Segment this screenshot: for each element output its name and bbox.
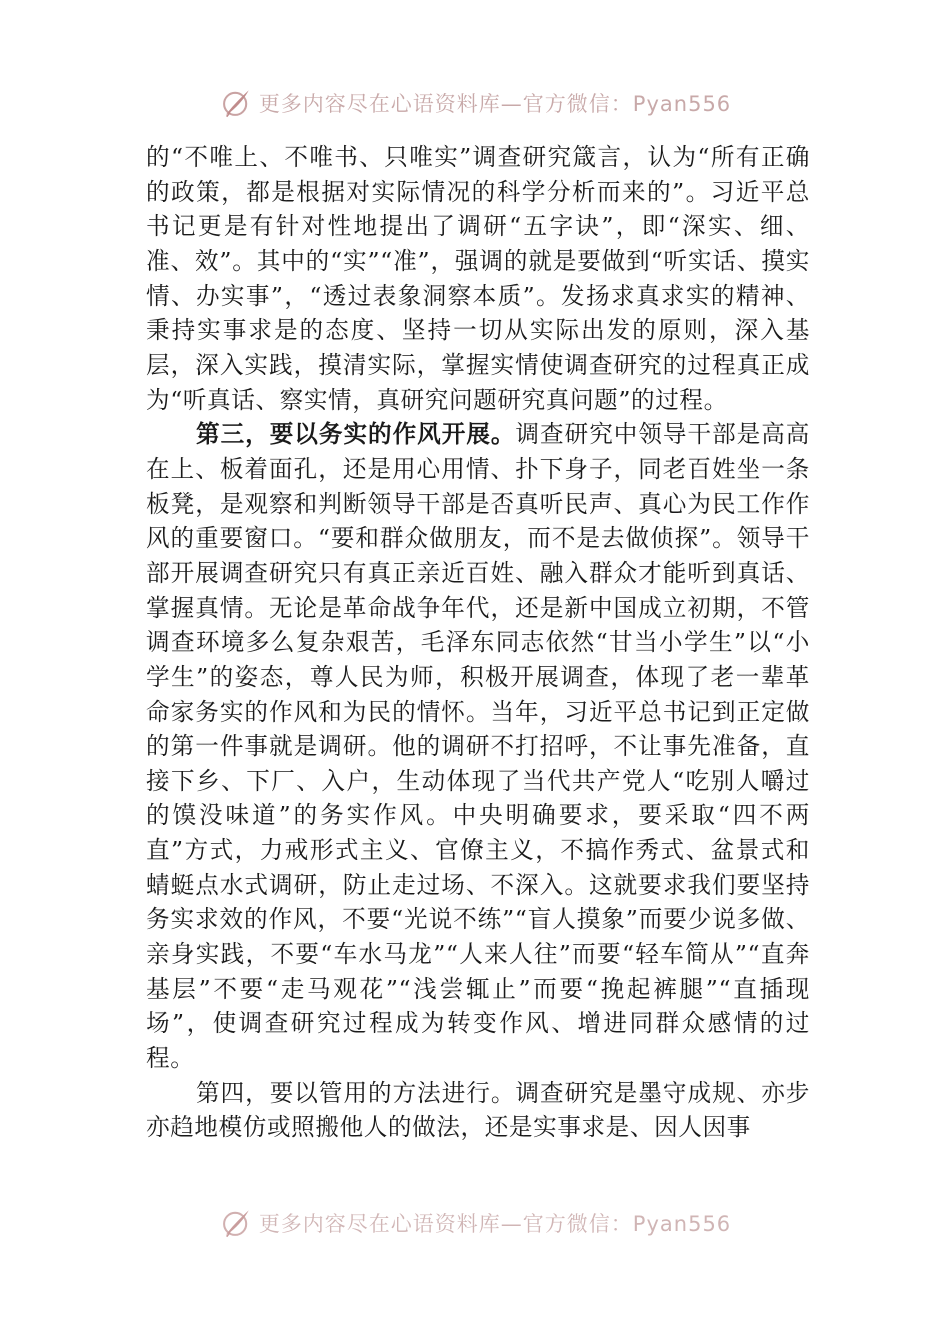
quill-logo-icon (219, 86, 253, 120)
watermark-text: 更多内容尽在心语资料库—官方微信：Pyan556 (258, 1212, 732, 1236)
paragraph-3 (146, 1076, 810, 1145)
paragraph-3-text: 第四，要以管用的方法进行。调查研究是墨守成规、亦步亦趋地模仿或照搬他人的做法，还是实事求是、因人因事 (146, 1078, 810, 1142)
paragraph-2-heading: 第三，要以务实的作风开展。 (196, 420, 516, 449)
footer-watermark (0, 1205, 950, 1241)
paragraph-1-text: 的“不唯上、不唯书、只唯实”调查研究箴言，认为“所有正确的政策，都是根据对实际情况的科学分析而来的”。习近平总书记更是有针对性地提出了调研“五字诀”，即“深实、细、准、效”。其中的“实”“准”，强调的就是要做到“听实话、摸实情、办实事”，“透过表象洞察本质”。发扬求真求实的精神、秉持实事求是的态度、坚持一切从实际出发的原则，深入基层，深入实践，摸清实际，掌握实情使调查研究的过程真正成为“听真话、察实情，真研究问题研究真问题”的过程。 (146, 143, 810, 414)
paragraph-2-text: 调查研究中领导干部是高高在上、板着面孔，还是用心用情、扑下身子，同老百姓坐一条板凳，是观察和判断领导干部是否真听民声、真心为民工作作风的重要窗口。“要和群众做朋友，而不是去做侦探”。领导干部开展调查研究只有真正亲近百姓、融入群众才能听到真话、掌握真情。无论是革命战争年代，还是新中国成立初期，不管调查环境多么复杂艰苦，毛泽东同志依然“甘当小学生”以“小学生”的姿态，尊人民为师，积极开展调查，体现了老一辈革命家务实的作风和为民的情怀。当年，习近平总书记到正定做的第一件事就是调研。他的调研不打招呼，不让事先准备，直接下乡、下厂、入户，生动体现了当代共产党人“吃别人嚼过的馍没味道”的务实作风。中央明确要求，要采取“四不两直”方式，力戒形式主义、官僚主义，不搞作秀式、盆景式和蜻蜓点水式调研，防止走过场、不深入。这就要求我们要坚持务实求效的作风，不要“光说不练”“盲人摸象”而要少说多做、亲身实践，不要“车水马龙”“人来人往”而要“轻车简从”“直奔基层”不要“走马观花”“浅尝辄止”而要“挽起裤腿”“直插现场”，使调查研究过程成为转变作风、增进同群众感情的过程。 (146, 420, 810, 1073)
paragraph-2 (146, 417, 810, 1075)
quill-logo-icon (219, 1206, 253, 1240)
paragraph-1 (146, 140, 810, 417)
document-body (146, 140, 810, 1145)
watermark-text: 更多内容尽在心语资料库—官方微信：Pyan556 (258, 92, 732, 116)
header-watermark (0, 85, 950, 121)
